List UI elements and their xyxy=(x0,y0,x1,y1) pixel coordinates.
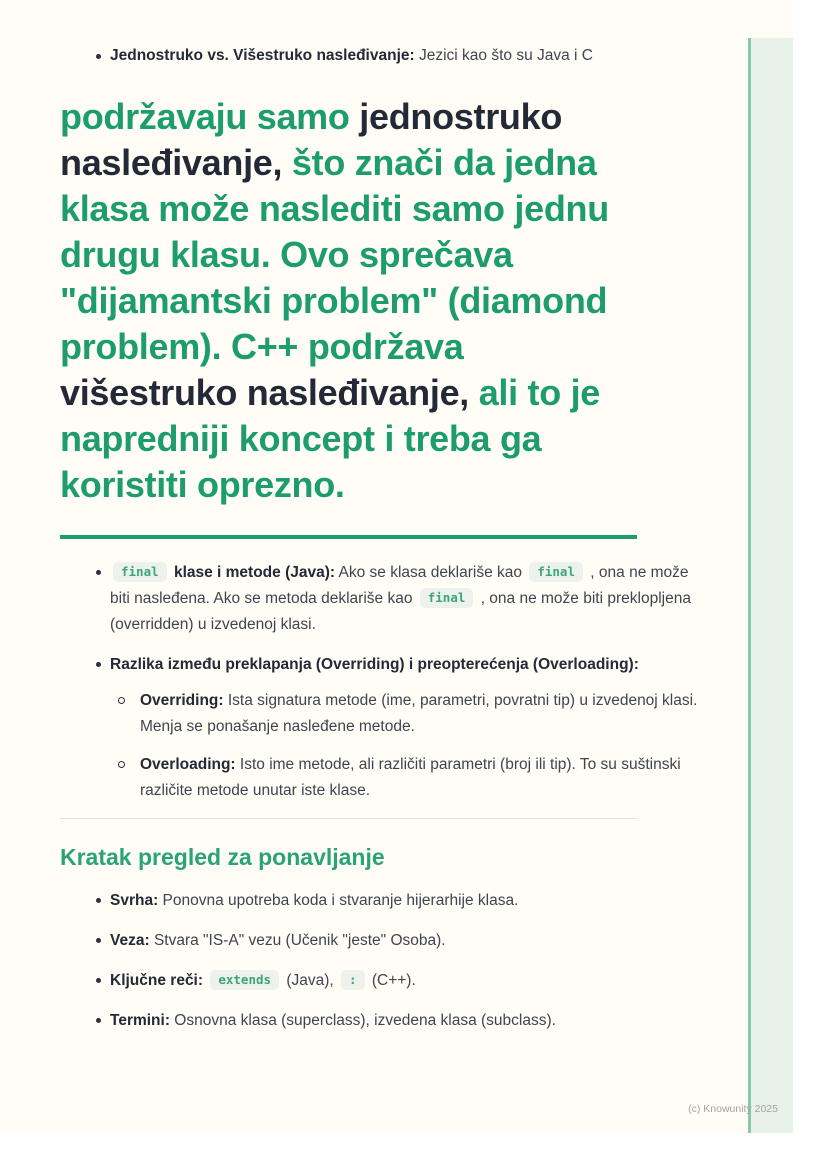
green-divider xyxy=(60,535,637,539)
list-item xyxy=(110,688,708,740)
text-segment: Ista signatura metode (ime, parametri, povratni tip) u izvedenoj klasi. Menja se ponašanje nasleđene metode. xyxy=(140,692,698,735)
section-heading: Kratak pregled za ponavljanje xyxy=(60,844,385,870)
inline-code-chip: final xyxy=(420,588,474,608)
text-segment: Razlika između preklapanja (Overriding) i preopterećenja (Overloading): xyxy=(110,656,639,673)
list-item xyxy=(60,560,708,638)
details-bullet-list xyxy=(60,560,708,804)
text-segment: (Java), xyxy=(282,972,339,989)
list-item xyxy=(60,968,708,994)
text-segment: Termini: xyxy=(110,1012,170,1029)
text-segment: klase i metode (Java): xyxy=(169,564,336,581)
text-segment: Isto ime metode, ali različiti parametri (broj ili tip). To su suštinski različite metode unutar iste klase. xyxy=(140,756,681,799)
text-segment: Stvara "IS-A" vezu (Učenik "jeste" Osoba). xyxy=(149,932,446,949)
text-segment: Ako se klasa deklariše kao xyxy=(335,564,527,581)
list-item xyxy=(60,1008,708,1034)
copyright-note: (c) Knowunity 2025 xyxy=(688,1103,778,1115)
text-segment: Veza: xyxy=(110,932,150,949)
list-item xyxy=(60,652,708,804)
text-segment: , ona ne može biti preklopljena (overridden) u izvedenoj klasi. xyxy=(110,590,691,633)
text-segment: Svrha: xyxy=(110,892,159,909)
highlighted-paragraph xyxy=(60,94,638,508)
inline-code-chip: : xyxy=(341,970,365,990)
list-item xyxy=(60,44,708,68)
sub-list xyxy=(110,688,708,804)
summary-bullet-list xyxy=(60,888,708,1034)
text-segment: Overloading: xyxy=(140,756,236,773)
text-segment: Ključne reči: xyxy=(110,972,204,989)
list-item xyxy=(110,752,708,804)
inline-code-chip: final xyxy=(113,562,167,582)
text-segment: (C++). xyxy=(367,972,416,989)
document-content xyxy=(60,44,708,1048)
text-segment: Jednostruko vs. Višestruko nasleđivanje: xyxy=(110,47,415,64)
text-segment: , ona ne može biti nasleđena. Ako se metoda deklariše kao xyxy=(110,564,689,607)
text-segment: Osnovna klasa (superclass), izvedena klasa (subclass). xyxy=(170,1012,556,1029)
list-item xyxy=(60,928,708,954)
right-margin-panel xyxy=(748,38,793,1133)
list-item xyxy=(60,888,708,914)
section-divider xyxy=(60,818,637,819)
text-segment: Ponovna upotreba koda i stvaranje hijerarhije klasa. xyxy=(158,892,519,909)
intro-bullet-list xyxy=(60,44,708,68)
text-segment: Overriding: xyxy=(140,692,224,709)
text-segment: višestruko nasleđivanje, xyxy=(60,372,469,413)
text-segment: Jezici kao što su Java i C xyxy=(414,47,593,64)
text-segment: što znači da jedna klasa može naslediti samo jednu drugu klasu. Ovo sprečava "dijamantski problem" (diamond problem). C++ podržava xyxy=(60,142,609,367)
text-segment: ali to je napredniji koncept i treba ga koristiti oprezno. xyxy=(60,372,601,505)
text-segment xyxy=(203,972,207,989)
text-segment: jednostruko nasleđivanje, xyxy=(60,96,563,183)
inline-code-chip: final xyxy=(529,562,583,582)
text-segment: podržavaju samo xyxy=(60,96,360,137)
inline-code-chip: extends xyxy=(210,970,279,990)
